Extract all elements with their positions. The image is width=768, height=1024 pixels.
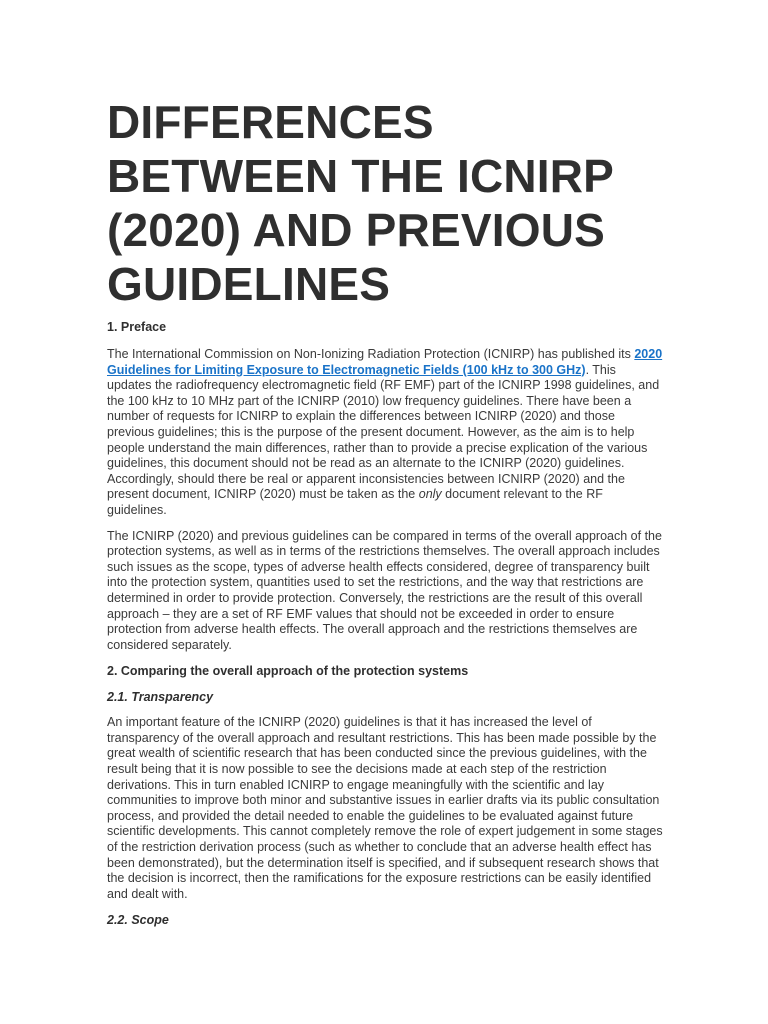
section-heading-overall-approach: 2. Comparing the overall approach of the protection systems <box>107 664 469 679</box>
title-line: (2020) AND PREVIOUS <box>107 204 606 256</box>
paragraph-text: . This updates the radiofrequency electromagnetic field (RF EMF) part of the ICNIRP 1998 guidelines, and the 100 kHz to 10 MHz part of the ICNIRP (2010) low frequency guidelines. There have been a number of requests for ICNIRP to explain the differences between ICNIRP (2020) and those previous guidelines; this is the purpose of the present document. However, as the aim is to help people understand the main differences, rather than to provide a precise explication of the various guidelines, this document should not be read as an alternate to the ICNIRP (2020) guidelines. Accordingly, should there be real or apparent inconsistencies between ICNIRP (2020) and the present document, ICNIRP (2020) must be taken as the <box>107 362 660 502</box>
title-line: DIFFERENCES <box>107 96 434 148</box>
paragraph-transparency: An important feature of the ICNIRP (2020) guidelines is that it has increased the level of transparency of the overall approach and resultant restrictions. This has been made possible by the great wealth of scientific research that has been conducted since the previous guidelines, with the result being that it is now possible to see the decisions made at each step of the restriction derivations. This in turn enabled ICNIRP to engage meaningfully with the scientific and lay communities to improve both minor and substantive issues in earlier drafts via its public consultation process, and provided the detail needed to enable the guidelines to be evaluated against future scientific developments. This cannot completely remove the role of expert judgement in some stages of the restriction derivation process (such as whether to conclude that an adverse health effect has been demonstrated), but the determination itself is specified, and if subsequent research shows that the decision is incorrect, then the ramifications for the exposure restrictions can be easily identified and dealt with. <box>107 715 663 901</box>
emphasis-text: only <box>418 487 442 502</box>
paragraph-text: document relevant to the RF guidelines. <box>107 487 603 517</box>
subsection-heading-transparency: 2.1. Transparency <box>107 690 214 705</box>
section-heading-preface: 1. Preface <box>107 320 167 334</box>
title-line: GUIDELINES <box>107 258 391 310</box>
paragraph-text: The International Commission on Non-Ionizing Radiation Protection (ICNIRP) has published its <box>107 347 635 361</box>
paragraph-preface <box>107 347 663 519</box>
document-page <box>107 95 663 928</box>
paragraph-comparison: The ICNIRP (2020) and previous guidelines can be compared in terms of the overall approach of the protection systems, as well as in terms of the restrictions themselves. The overall approach includes such issues as the scope, types of adverse health effects considered, degree of transparency built into the protection system, quantities used to set the restrictions, and the way that restrictions are determined in order to provide protection. Conversely, the restrictions are the result of this overall approach – they are a set of RF EMF values that should not be exceeded in order to ensure protection from adverse health effects. The overall approach and the restrictions themselves are considered separately. <box>107 528 662 652</box>
title-line: BETWEEN THE ICNIRP <box>107 150 615 202</box>
document-title <box>107 95 663 311</box>
guidelines-link[interactable]: 2020 Guidelines for Limiting Exposure to Electromagnetic Fields (100 kHz to 300 GHz) <box>107 347 663 377</box>
subsection-heading-scope: 2.2. Scope <box>107 913 169 928</box>
